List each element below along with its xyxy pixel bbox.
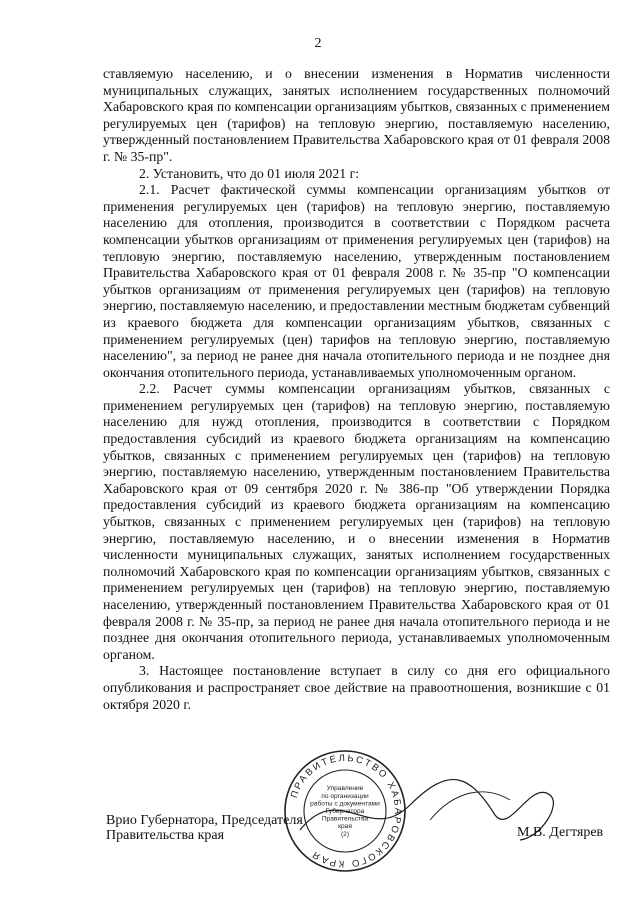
seal-outer-text: ПРАВИТЕЛЬСТВО ХАБАРОВСКОГО КРАЯ (288, 752, 404, 870)
signatory-name: М.В. Дегтярев (517, 825, 604, 840)
seal-inner-line: (2) (340, 830, 350, 838)
signatory-position (106, 813, 303, 843)
paragraph-item-2: 2. Установить, что до 01 июля 2021 г: (139, 165, 360, 181)
seal-inner-line: Управление (326, 785, 364, 793)
paragraph-item-2-1: 2.1. Расчет фактической суммы компенсации организациям убытков от применения регулируемых цен (тарифов) на тепловую энергию, поставляемую населению для отопления, производится в соответствии с Порядком расчета компенсации убытков организациям от применения регулируемых цен (тарифов) на тепловую энергию, поставляемую населению, утвержденным постановлением Правительства Хабаровского края от 01 февраля 2008 г. № 35-пр "О компенсации убытков организациям от применения регулируемых цен (тарифов) на тепловую энергию, поставляемую населению, и предоставлении местным бюджетам субвенций из краевого бюджета для компенсации организациям убытков, связанных с применением регулируемых (цен) тарифов на тепловую энергию, поставляемую населению", за период не ранее дня начала отопительного периода и не позднее дня окончания отопительного периода, устанавливаемых уполномоченным органом. (103, 182, 610, 380)
page-number: 2 (314, 36, 322, 51)
paragraph-item-3: 3. Настоящее постановление вступает в силу со дня его официального опубликования и распространяет свое действие на правоотношения, возникшие с 01 октября 2020 г. (103, 663, 610, 712)
document-body (103, 66, 610, 713)
seal-inner-line: по организации (321, 792, 369, 800)
seal-inner-line: работы с документами (310, 800, 380, 808)
paragraph-continuation: ставляемую населению, и о внесении изменения в Норматив численности муниципальных служащих, занятых исполнением государственных полномочий Хабаровского края по компенсации организациям убытков, связанных с применением регулируемых цен (тарифов) на тепловую энергию, поставляемую населению, утвержденный постановлением Правительства Хабаровского края от 01 февраля 2008 г. № 35-пр". (103, 66, 610, 164)
paragraph-item-2-2: 2.2. Расчет суммы компенсации организациям убытков, связанных с применением регулируемых цен (тарифов) на тепловую энергию, поставляемую населению для нужд отопления, производится в соответствии с Порядком предоставления субсидий из краевого бюджета организациям на компенсацию убытков, связанных с применением регулируемых цен (тарифов) на тепловую энергию, поставляемую населению, утвержденным постановлением Правительства Хабаровского края от 09 сентября 2020 г. № 386-пр "Об утверждении Порядка предоставления субсидий из краевого бюджета организациям на компенсацию убытков, связанных с применением регулируемых цен (тарифов) на тепловую энергию, поставляемую населению, и о внесении изменения в Норматив численности муниципальных служащих, занятых исполнением государственных полномочий Хабаровского края по компенсации организациям убытков, связанных с применением регулируемых цен (тарифов) на тепловую энергию, поставляемую населению, утвержденный постановлением Правительства Хабаровского края от 01 февраля 2008 г. № 35-пр, за период не ранее дня начала отопительного периода и не позднее дня окончания отопительного периода, устанавливаемых уполномоченным органом. (103, 381, 610, 662)
seal-inner-line: Правительства (321, 815, 369, 823)
seal-inner-line: Губернатора (325, 808, 365, 815)
seal-inner-line: края (338, 823, 352, 831)
signatory-position-line-2: Правительства края (106, 828, 225, 843)
signatory-position-line-1: Врио Губернатора, Председателя (106, 813, 303, 828)
